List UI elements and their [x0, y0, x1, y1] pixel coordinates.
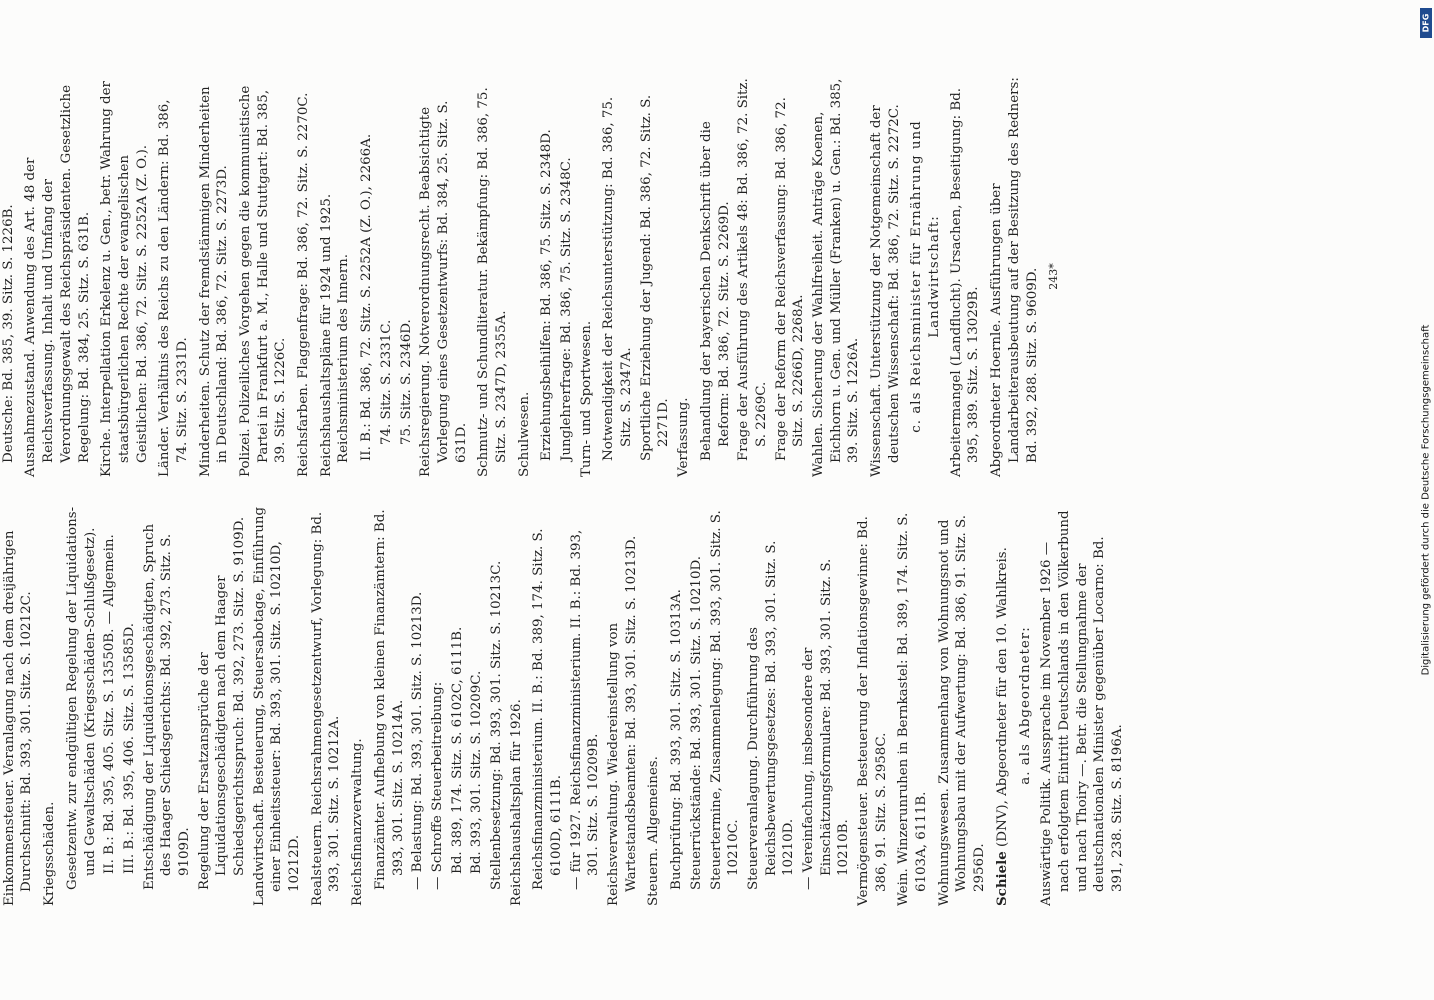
register-subentry: Stellenbesetzung: Bd. 393, 301. Sitz. S. 10213C.: [488, 560, 504, 890]
register-entry: Reichshaushaltspläne für 1924 und 1925. Reichsministerium des Innern.: [318, 193, 352, 477]
register-subentry: Behandlung der bayerischen Denkschrift über die Reform: Bd. 386, 72. Sitz. S. 2269D.: [698, 121, 732, 461]
register-entry: Deutsche: Bd. 385, 39. Sitz. S. 1226B.: [0, 204, 16, 463]
register-subentry: Junglehrerfrage: Bd. 386, 75. Sitz. S. 2348C.: [559, 157, 574, 461]
register-subentry: Steuerveranlagung. Durchführung des Reichsbewertungsgesetzes: Bd. 393, 301. Sitz. S. 10210D.: [745, 540, 797, 890]
register-subentry: Steuertermine, Zusammenlegung: Bd. 393, 301. Sitz. S. 10210C.: [708, 510, 742, 890]
register-entry: Verfassung.: [676, 397, 692, 477]
register-entry: Wein. Winzerunruhen in Bernkastel: Bd. 389, 174. Sitz. S. 6103A, 6111B.: [896, 512, 930, 906]
register-entry: Wohnungswesen. Zusammenhang von Wohnungsnot und Wohnungsbau mit der Aufwertung: Bd. 386, 91. Sitz. S. 2956D.: [936, 515, 988, 906]
register-entry: Länder. Verhältnis des Reichs zu den Ländern: Bd. 386, 74. Sitz. S. 2331D.: [157, 99, 190, 477]
register-column-left: [0, 505, 1150, 906]
register-entry: Auswärtige Politik. Aussprache im November 1926 — nach erfolgtem Eintritt Deutschlands in den Völkerbund und nach Thoiry —. Betr. die Stellungnahme der deutschnationalen Minister gegenüber Locarno: Bd. 391, 238. Sitz. S. 8196A.: [1039, 510, 1125, 906]
register-subentry: Reichsfinanzministerium. II. B.: Bd. 389, 174. Sitz. S. 6100D, 6111B.: [531, 528, 564, 890]
register-entry: Schulwesen.: [516, 391, 532, 477]
register-entry: Reichsfinanzverwaltung.: [350, 738, 366, 906]
register-section-heading: a. als Abgeordneter:: [1017, 626, 1033, 785]
register-entry: Vermögensteuer. Besteuerung der Inflationsgewinne: Bd. 386, 91. Sitz. S. 2958C.: [856, 516, 889, 906]
register-subentry: Entschädigung der Liquidationsgeschädigten, Spruch des Haager Schiedsgerichts: Bd. 392, 273. Sitz. S. 9109D.: [141, 523, 192, 890]
register-section-heading: c. als Reichsminister für Ernährung und Landwirtschaft:: [909, 120, 943, 433]
register-entry: Reichsregierung. Notverordnungsrecht. Beabsichtigte Vorlegung eines Gesetzentwurfs: Bd. 384, 25. Sitz. S. 631D.: [418, 100, 469, 477]
register-subentry: II. B.: Bd. 386, 72. Sitz. S. 2252A (Z. O.), 2266A.: [359, 133, 375, 461]
register-entry: Kriegsschäden.: [42, 801, 58, 906]
register-entry: Reichsverwaltung. Wiedereinstellung von Wartestandsbeamten: Bd. 393, 301. Sitz. S. 10213D.: [606, 535, 639, 906]
register-subentry: Sportliche Erziehung der Jugend: Bd. 386, 72. Sitz. S. 2271D.: [638, 94, 672, 461]
speaker-name: Schiele: [993, 851, 1010, 906]
register-columns: [0, 76, 1150, 906]
register-subentry: Steuerrückstände: Bd. 393, 301. Sitz. S. 10210D.: [688, 556, 704, 890]
register-subentry: 75. Sitz. S. 2346D.: [398, 319, 414, 445]
register-entry: Turn- und Sportwesen.: [578, 320, 594, 477]
entry-text: (DNV), Abgeordneter für den 10. Wahlkreis.: [994, 547, 1010, 852]
register-subentry: Frage der Reform der Reichsverfassung: Bd. 386, 72. Sitz. S. 2266D, 2268A.: [773, 97, 807, 461]
register-entry: Wahlen. Sicherung der Wahlfreiheit. Anträge Koenen, Eichhorn u. Gen. und Müller (Franken) u. Gen.: Bd. 385, 39. Sitz. S. 1226A.: [810, 78, 862, 477]
register-page: [0, 36, 1167, 956]
register-entry: Minderheiten. Schutz der fremdstämmigen Minderheiten in Deutschland: Bd. 386, 72. Sitz. S. 2273D.: [197, 86, 231, 477]
register-subentry: Frage der Ausführung des Artikels 48: Bd. 386, 72. Sitz. S. 2269C.: [736, 78, 769, 461]
register-entry: Realsteuern. Reichsrahmengesetzentwurf, Vorlegung: Bd. 393, 301. Sitz. S. 10212A.: [309, 511, 343, 906]
register-entry: Reichshaushaltsplan für 1926.: [508, 699, 524, 906]
register-entry: [994, 505, 1012, 906]
register-subentry: — Schroffe Steuerbeitreibung:: [429, 681, 445, 890]
register-subentry: III. B.: Bd. 395, 406. Sitz. S. 13585D.: [121, 622, 137, 874]
dfg-logo-text: DFG: [1421, 13, 1431, 33]
register-entry: Kirche. Interpellation Erkelenz u. Gen., betr. Wahrung der staatsbürgerlichen Rechte der evangelischen Geistlichen: Bd. 386, 72. Sitz. S. 2252A (Z. O.).: [99, 81, 150, 477]
register-entry: Einkommensteuer. Veranlagung nach dem dreijährigen Durchschnitt: Bd. 393, 301. Sitz. S. 10212C.: [1, 530, 35, 906]
register-subentry: Regelung der Ersatzansprüche der Liquidationsgeschädigten nach dem Haager Schiedsgerichtsspruch: Bd. 392, 273. Sitz. S. 9109D.: [196, 516, 247, 890]
register-subentry: Bd. 389, 174. Sitz. S. 6102C, 6111B.: [449, 626, 465, 874]
register-subentry: Buchprüfung: Bd. 393, 301. Sitz. S. 10313A.: [669, 589, 685, 890]
page-footnote-signature: 243*: [1047, 263, 1061, 290]
register-subentry: Notwendigkeit der Reichsunterstützung: Bd. 386, 75. Sitz. S. 2347A.: [601, 96, 635, 461]
register-entry: Wissenschaft. Unterstützung der Notgemeinschaft der deutschen Wissenschaft: Bd. 386, 72. Sitz. S. 2272C.: [869, 104, 902, 477]
register-subentry: 74. Sitz. S. 2331C.: [378, 319, 394, 445]
register-subentry: — Vereinfachung, insbesondere der Einschätzungsformulare: Bd. 393, 301. Sitz. S. 10210B.: [800, 558, 852, 890]
register-entry: Abgeordneter Hoernle. Ausführungen über Landarbeiterausbeutung auf der Besitzung des Redners: Bd. 392, 288. Sitz. S. 9609D.: [989, 77, 1040, 477]
register-entry: Ausnahmezustand. Anwendung des Art. 48 der Reichsverfassung. Inhalt und Umfang der Verordnungsgewalt des Reichspräsidenten. Gesetzliche Regelung: Bd. 384, 25. Sitz. S. 631B.: [23, 84, 92, 477]
register-subentry: Gesetzentw. zur endgültigen Regelung der Liquidations- und Gewaltschäden (Kriegsschäden-Schlußgesetz).: [64, 506, 98, 890]
register-entry: Steuern. Allgemeines.: [646, 756, 662, 906]
register-subentry: — Belastung: Bd. 393, 301. Sitz. S. 10213D.: [410, 591, 426, 890]
register-column-right: [0, 76, 1150, 477]
register-subentry: Finanzämter. Aufhebung von kleinen Finanzämtern: Bd. 393, 301. Sitz. S. 10214A.: [372, 509, 406, 890]
register-subentry: — für 1927. Reichsfinanzministerium. II. B.: Bd. 393, 301. Sitz. S. 10209B.: [568, 529, 602, 890]
register-entry: Schmutz- und Schundliteratur. Bekämpfung: Bd. 386, 75. Sitz. S. 2347D, 2355A.: [476, 87, 509, 477]
register-entry: Landwirtschaft. Besteuerung, Steuersabotage, Einführung einer Einheitssteuer: Bd. 393, 301. Sitz. S. 10210D, 10212D.: [251, 506, 303, 906]
register-subentry: Erziehungsbeihilfen: Bd. 386, 75. Sitz. S. 2348D.: [539, 129, 555, 461]
register-entry: Arbeitermangel (Landflucht). Ursachen, Beseitigung: Bd. 395, 389. Sitz. S. 13029B.: [948, 87, 982, 477]
register-entry: Reichsfarben. Flaggenfrage: Bd. 386, 72. Sitz. S. 2270C.: [296, 92, 312, 477]
register-subentry: Bd. 393, 301. Sitz. S. 10209C.: [469, 670, 485, 874]
register-entry: Polizei. Polizeiliches Vorgehen gegen die kommunistische Partei in Frankfurt a. M., Halle und Stuttgart: Bd. 385, 39. Sitz. S. 1226C.: [238, 85, 289, 477]
register-subentry: II. B.: Bd. 395, 405. Sitz. S. 13550B. — Allgemein.: [102, 534, 118, 874]
digitization-note: Digitalisierung gefördert durch die Deutsche Forschungsgemeinschaft: [1420, 324, 1432, 676]
dfg-logo: [1420, 8, 1432, 38]
